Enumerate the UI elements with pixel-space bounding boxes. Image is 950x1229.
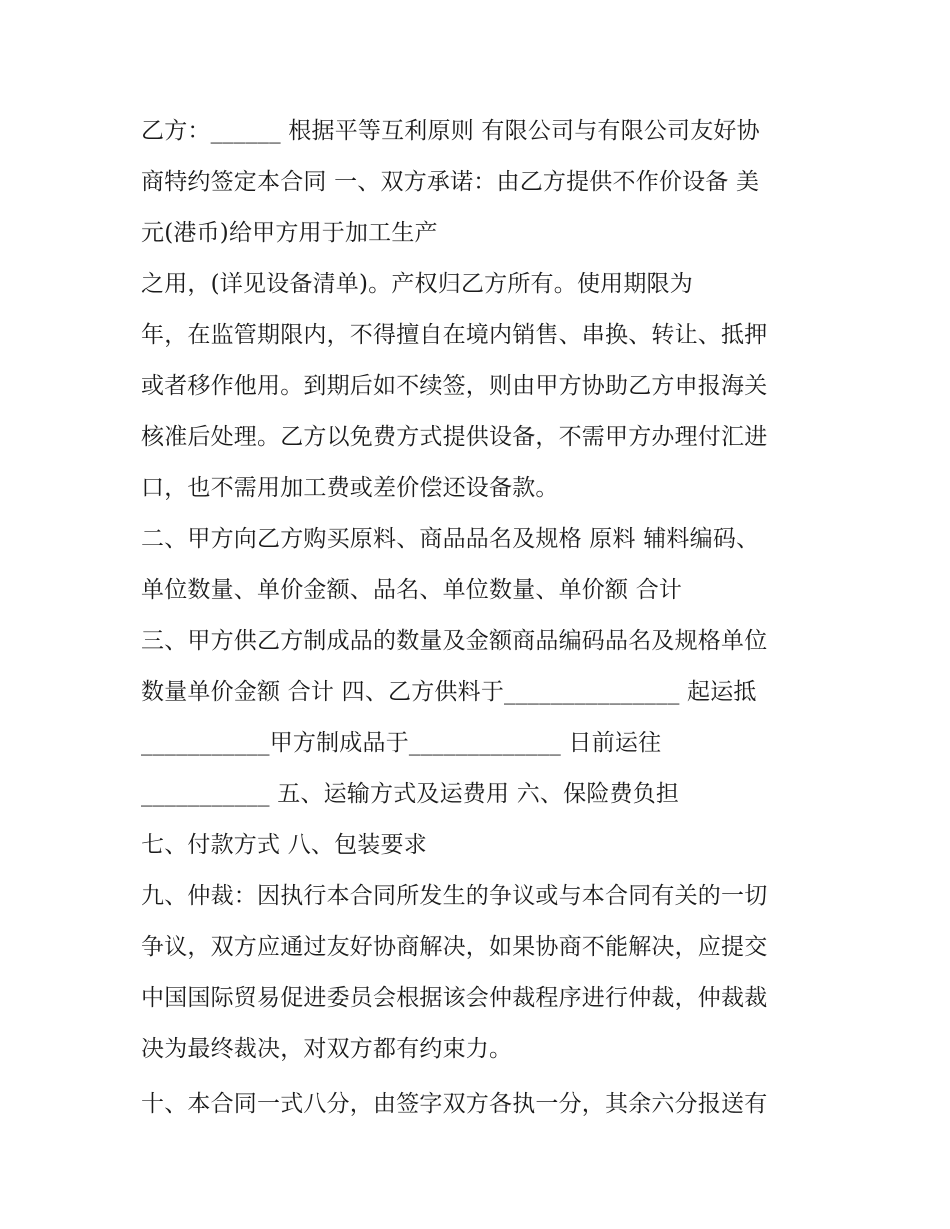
text-line-2: 商特约签定本合同 一、双方承诺：由乙方提供不作价设备 美: [141, 169, 760, 195]
text-line-11: 三、甲方供乙方制成品的数量及金额商品编码品名及规格单位: [141, 628, 768, 654]
text-line-20: 十、本合同一式八分，由签字双方各执一分，其余六分报送有: [141, 1091, 768, 1117]
text-line-18: 中国国际贸易促进委员会根据该会仲裁程序进行仲裁，仲裁裁: [141, 985, 768, 1011]
text-line-5: 年，在监管期限内，不得擅自在境内销售、串换、转让、抵押: [141, 322, 768, 348]
text-line-10: 单位数量、单价金额、品名、单位数量、单价额 合计: [141, 577, 683, 603]
text-line-6: 或者移作他用。到期后如不续签，则由甲方协助乙方申报海关: [141, 373, 768, 399]
text-line-13: ___________甲方制成品于_____________ 日前运往: [141, 730, 662, 756]
text-line-16: 九、仲裁：因执行本合同所发生的争议或与本合同有关的一切: [141, 883, 768, 909]
text-line-19: 决为最终裁决，对双方都有约束力。: [141, 1036, 513, 1062]
text-line-14: ___________ 五、运输方式及运费用 六、保险费负担: [141, 781, 680, 807]
text-line-4: 之用，(详见设备清单)。产权归乙方所有。使用期限为: [141, 271, 693, 297]
text-line-15: 七、付款方式 八、包装要求: [141, 832, 427, 858]
text-line-3: 元(港币)给甲方用于加工生产: [141, 220, 438, 246]
contract-body: [141, 106, 831, 1130]
text-line-17: 争议，双方应通过友好协商解决，如果协商不能解决，应提交: [141, 934, 768, 960]
text-line-8: 口，也不需用加工费或差价偿还设备款。: [141, 475, 559, 501]
text-line-7: 核准后处理。乙方以免费方式提供设备，不需甲方办理付汇进: [141, 424, 768, 450]
text-line-1: 乙方：______ 根据平等互利原则 有限公司与有限公司友好协: [141, 118, 760, 144]
text-line-9: 二、甲方向乙方购买原料、商品品名及规格 原料 辅料编码、: [141, 526, 760, 552]
text-line-12: 数量单价金额 合计 四、乙方供料于_______________ 起运抵: [141, 679, 757, 705]
